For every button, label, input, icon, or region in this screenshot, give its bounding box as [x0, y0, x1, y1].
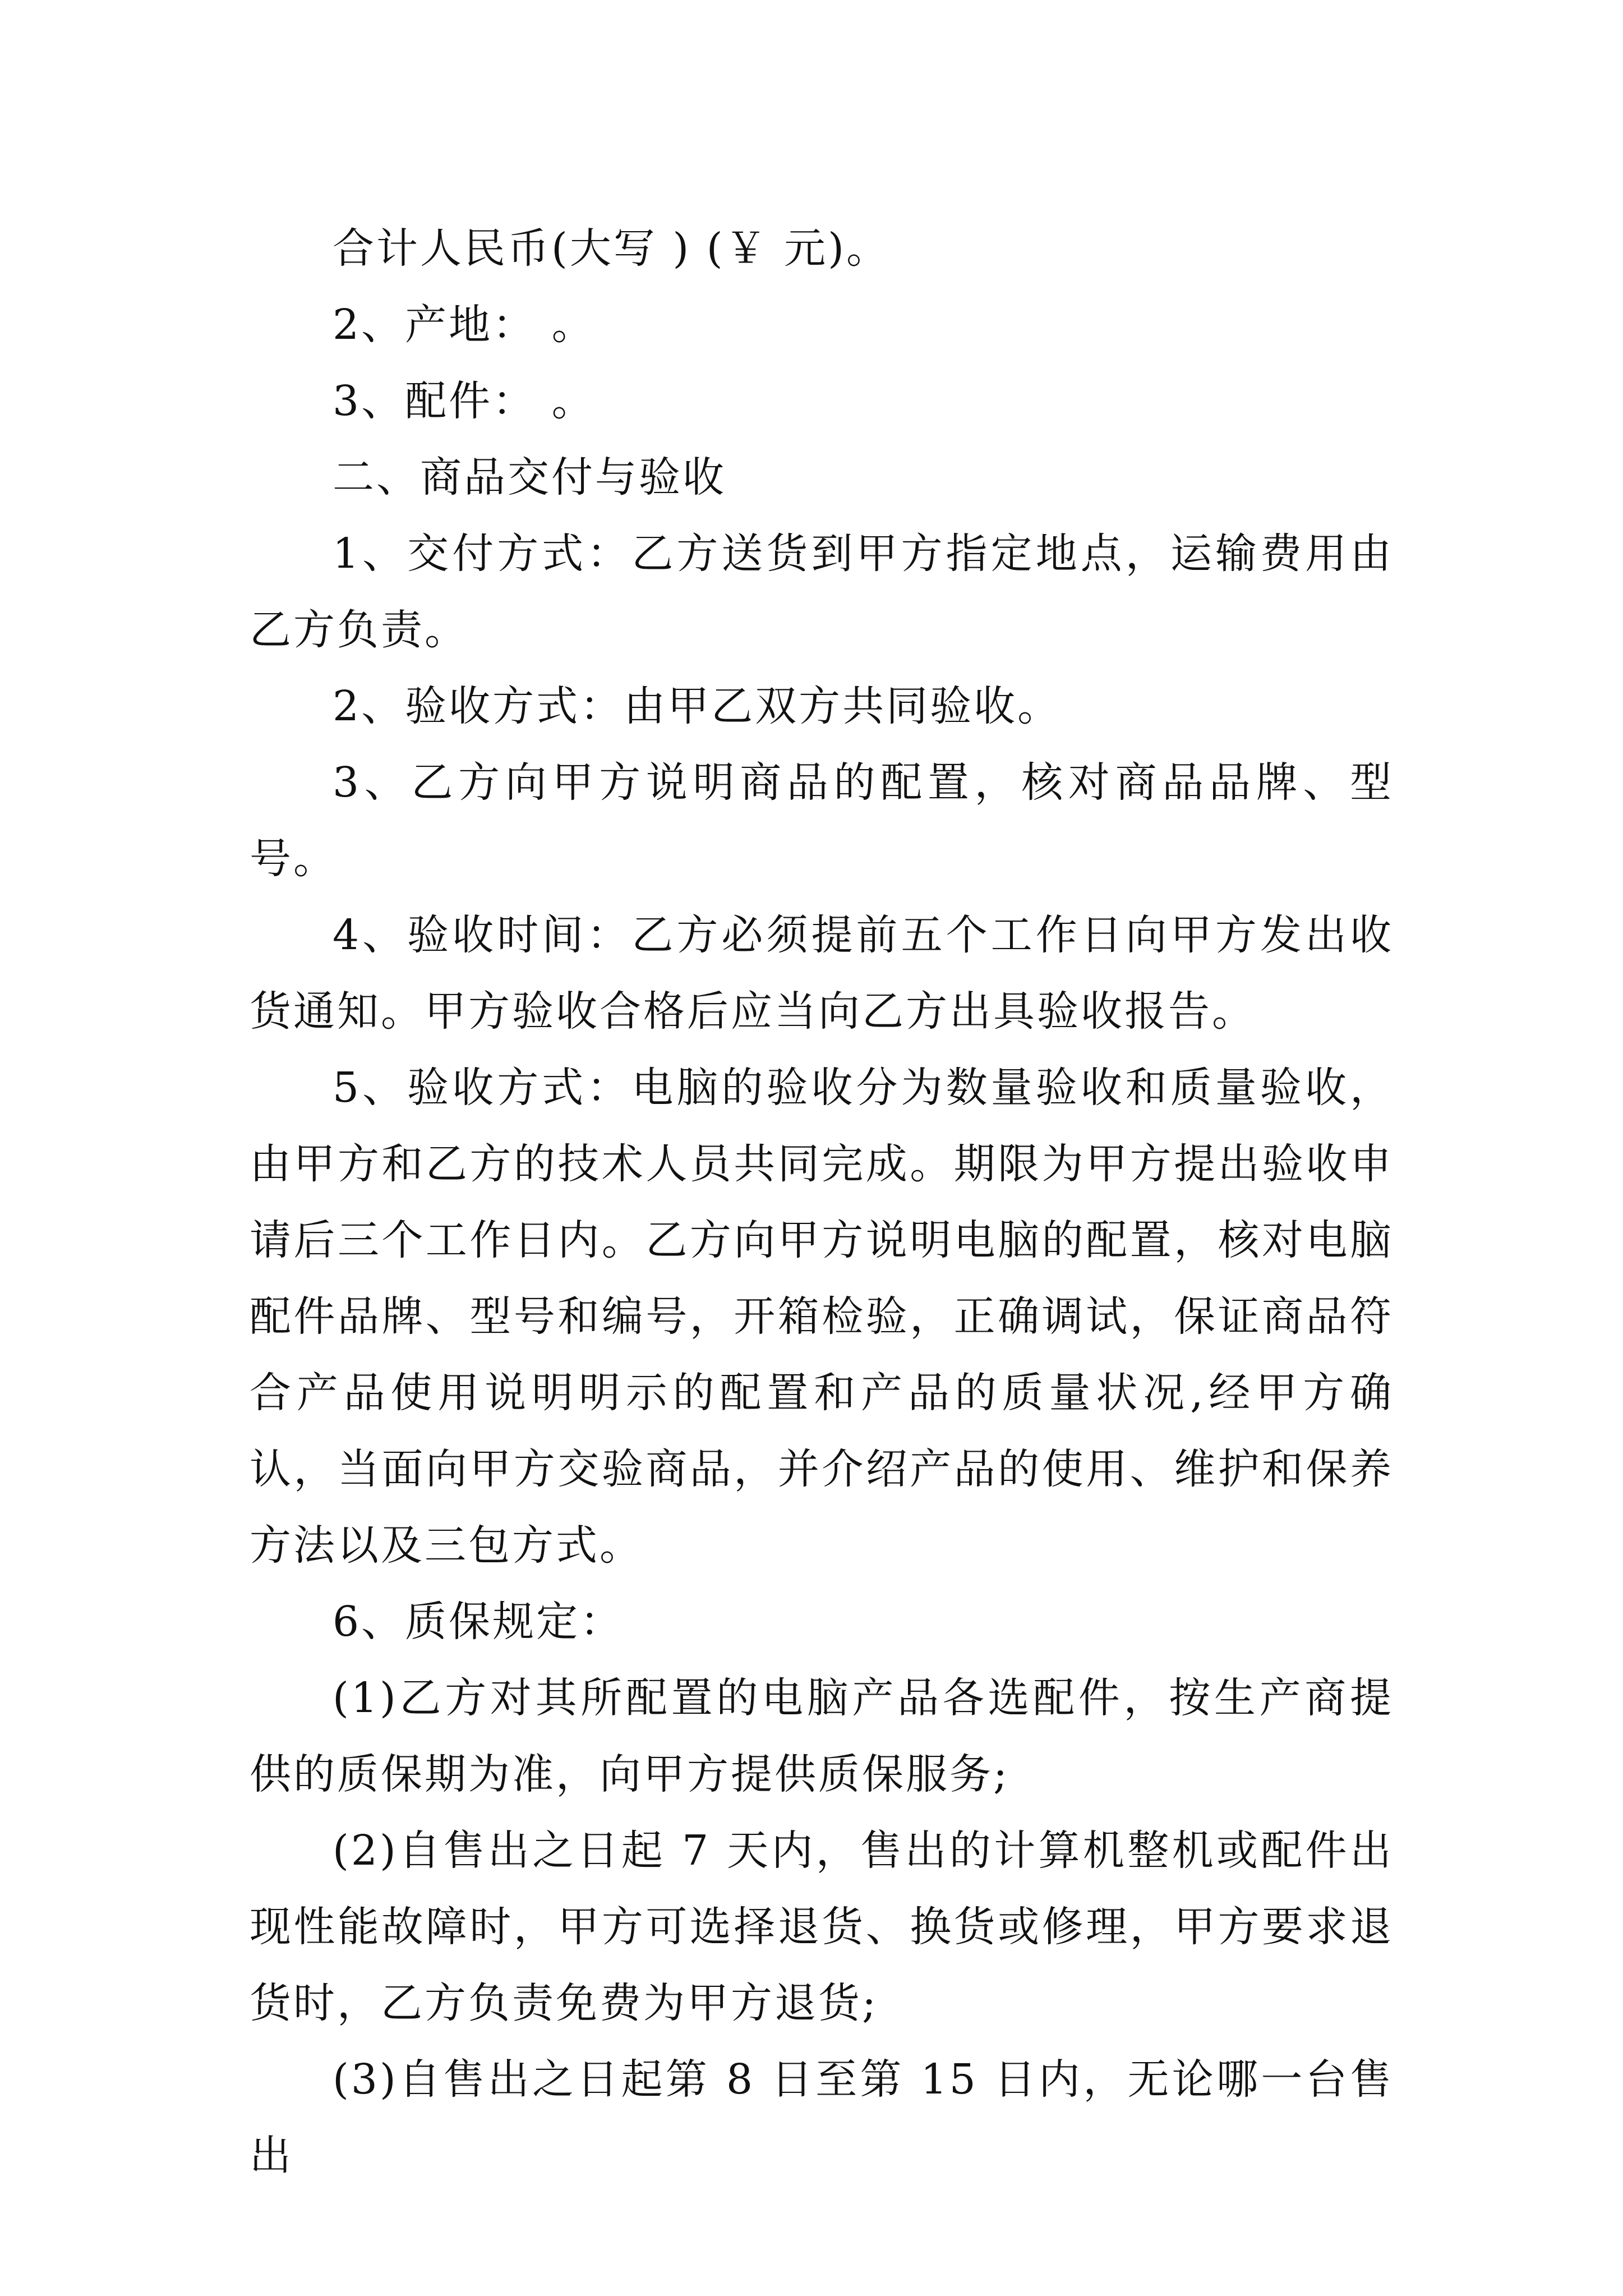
- paragraph-warranty-heading: 6、质保规定：: [333, 1598, 624, 1646]
- paragraph-origin: 2、产地： 。: [333, 301, 596, 349]
- paragraph-configuration: 3、乙方向甲方说明商品的配置，核对商品品牌、型号。: [250, 758, 1394, 883]
- paragraph-total-price: 合计人民币(大写 ) (￥ 元)。: [333, 224, 891, 273]
- paragraph-accessories: 3、配件： 。: [333, 377, 596, 425]
- paragraph-acceptance-method: 2、验收方式：由甲乙双方共同验收。: [333, 682, 1062, 730]
- paragraph-warranty-item-3: (3)自售出之日起第 8 日至第 15 日内，无论哪一台售出: [250, 2055, 1394, 2180]
- paragraph-warranty-item-2: (2)自售出之日起 7 天内，售出的计算机整机或配件出现性能故障时，甲方可选择退货、换货或修理，甲方要求退货时，乙方负责免费为甲方退货;: [250, 1826, 1394, 2027]
- paragraph-acceptance-time: 4、验收时间：乙方必须提前五个工作日向甲方发出收货通知。甲方验收合格后应当向乙方出具验收报告。: [250, 911, 1394, 1036]
- section-heading-delivery: 二、商品交付与验收: [333, 453, 726, 501]
- paragraph-delivery-method: 1、交付方式：乙方送货到甲方指定地点，运输费用由乙方负责。: [250, 530, 1394, 654]
- paragraph-acceptance-procedure: 5、验收方式：电脑的验收分为数量验收和质量验收，由甲方和乙方的技术人员共同完成。期限为甲方提出验收申请后三个工作日内。乙方向甲方说明电脑的配置，核对电脑配件品牌、型号和编号，开箱检验，正确调试，保证商品符合产品使用说明明示的配置和产品的质量状况,经甲方确认，当面向甲方交验商品，并介绍产品的使用、维护和保养方法以及三包方式。: [250, 1064, 1394, 1570]
- paragraph-warranty-item-1: (1)乙方对其所配置的电脑产品各选配件，按生产商提供的质保期为准，向甲方提供质保服务;: [250, 1674, 1394, 1798]
- contract-body: [250, 210, 1394, 2194]
